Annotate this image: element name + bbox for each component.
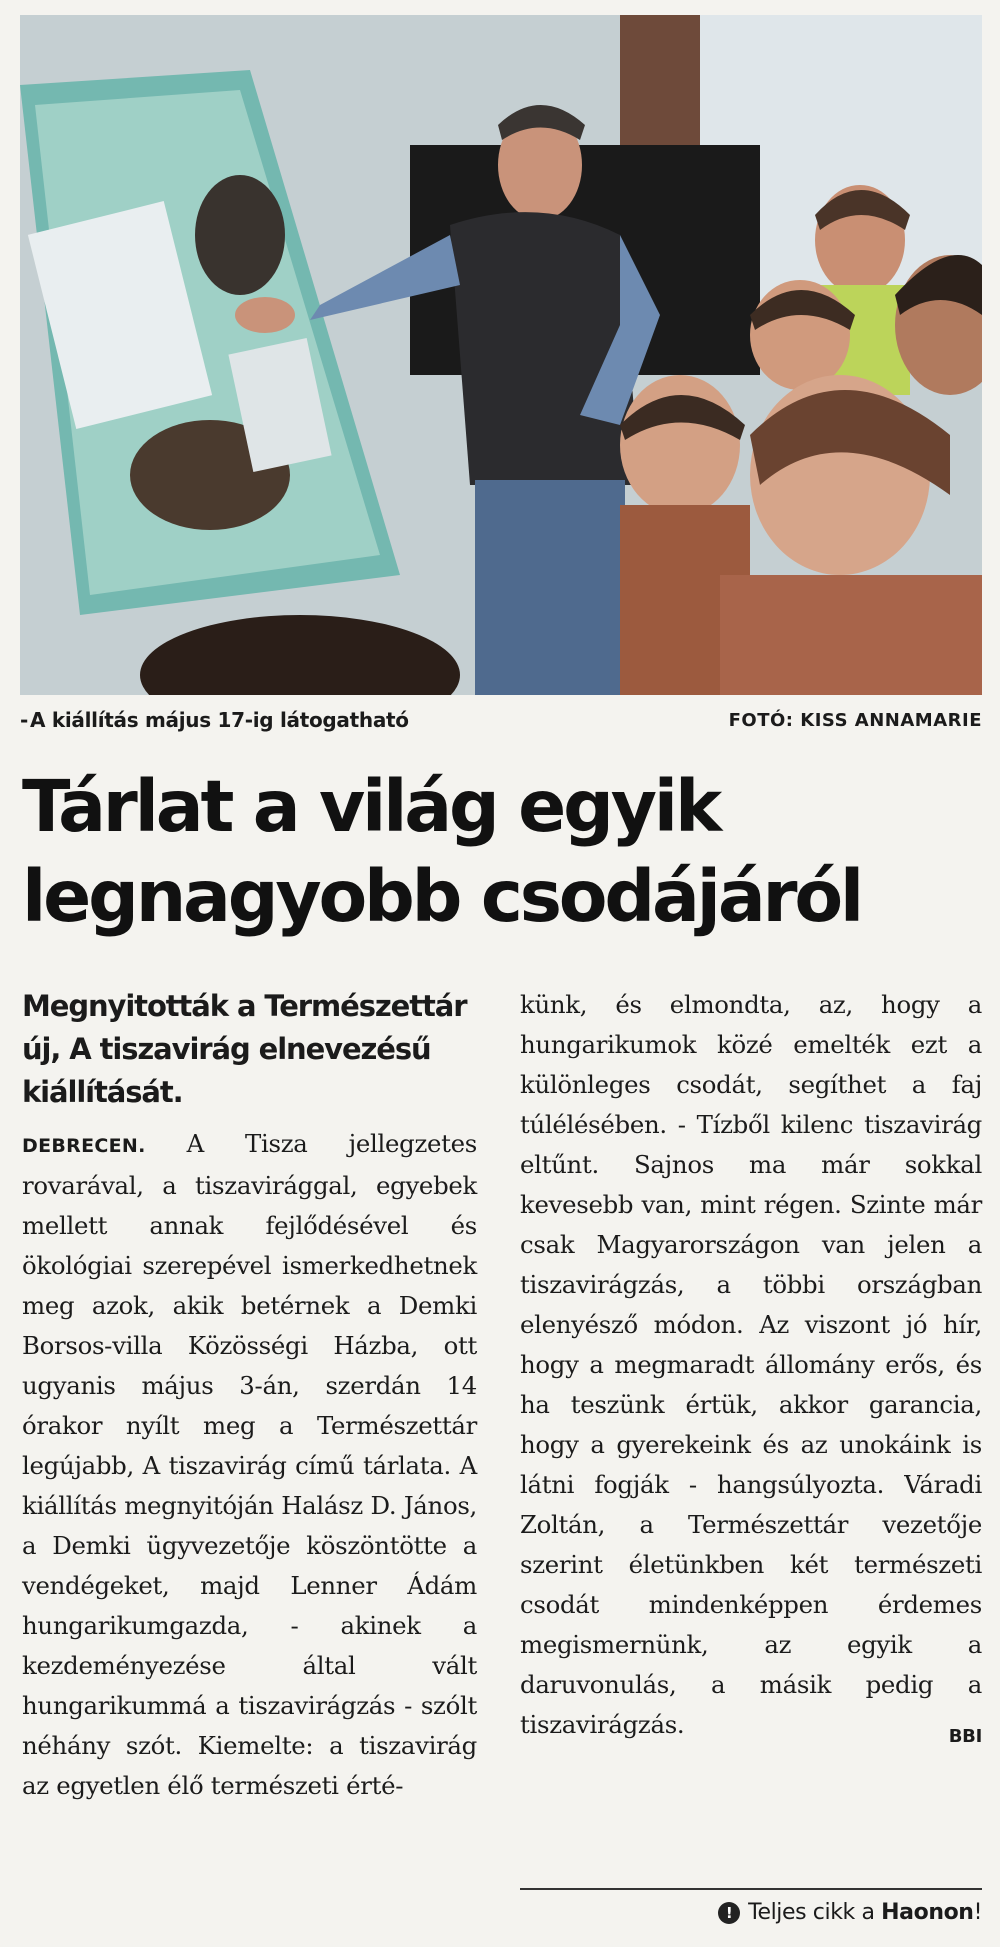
body-text-left: A Tisza jellegzetes rovarával, a tiszavirággal, egyebek mellett annak fejlődésével és ökológiai szerepével ismerkedhetnek meg azok, akik betérnek a Demki Borsos-villa Közösségi Házba, ott ugyanis május 3-án, szerdán 14 órakor nyílt meg a Természettár legújabb, A tiszavirág című tárlata. A kiállítás megnyitóján Halász D. János, a Demki ügyvezetője köszöntötte a vendégeket, majd Lenner Ádám hungarikumgazda, - akinek a kezdeményezése által vált hungarikummá a tiszavirágzás - szólt néhány szót. Kiemelte: a tiszavirág az egyetlen élő természeti érté- <box>22 1129 477 1800</box>
more-prefix: Teljes cikk a <box>748 1900 882 1925</box>
article-photo <box>20 15 982 695</box>
headline: Tárlat a világ egyik legnagyobb csodájáról <box>22 765 862 938</box>
more-suffix: ! <box>973 1900 982 1925</box>
exhibition-photo-illustration <box>20 15 982 695</box>
byline: BBI <box>948 1726 982 1747</box>
article-column-right <box>520 985 982 1757</box>
body-paragraph-right <box>520 985 982 1745</box>
photo-caption-row <box>20 708 982 738</box>
full-article-text <box>748 1900 982 1925</box>
photo-credit: FOTÓ: KISS ANNAMARIE <box>728 710 982 731</box>
dateline: DEBRECEN. <box>22 1135 146 1157</box>
info-icon: ! <box>718 1902 740 1924</box>
footer-rule <box>520 1888 982 1890</box>
body-text-right: künk, és elmondta, az, hogy a hungarikumok közé emelték ezt a különleges csodát, segíthet a faj túlélésében. - Tízből kilenc tiszavirág eltűnt. Sajnos ma már sokkal kevesebb van, mint régen. Szinte már csak Magyarországon van jelen a tiszavirágzás, a többi országban elenyésző módon. Az viszont jó hír, hogy a megmaradt állomány erős, és ha teszünk értük, akkor garancia, hogy a gyerekeink és az unokáink is látni fogják - hangsúlyozta. Váradi Zoltán, a Természettár vezetője szerint életünkben két természeti csodát mindenképpen érdemes megismernünk, az egyik a daruvonulás, a másik pedig a tiszavirágzás. <box>520 990 982 1739</box>
photo-caption: - A kiállítás május 17-ig látogatható <box>20 708 409 732</box>
body-paragraph-left <box>22 1124 477 1806</box>
article-column-left <box>22 985 477 1806</box>
lead-paragraph: Megnyitották a Természettár új, A tiszavirág elnevezésű kiállítását. <box>22 989 467 1109</box>
full-article-link[interactable] <box>718 1900 982 1925</box>
more-site: Haonon <box>881 1900 974 1925</box>
